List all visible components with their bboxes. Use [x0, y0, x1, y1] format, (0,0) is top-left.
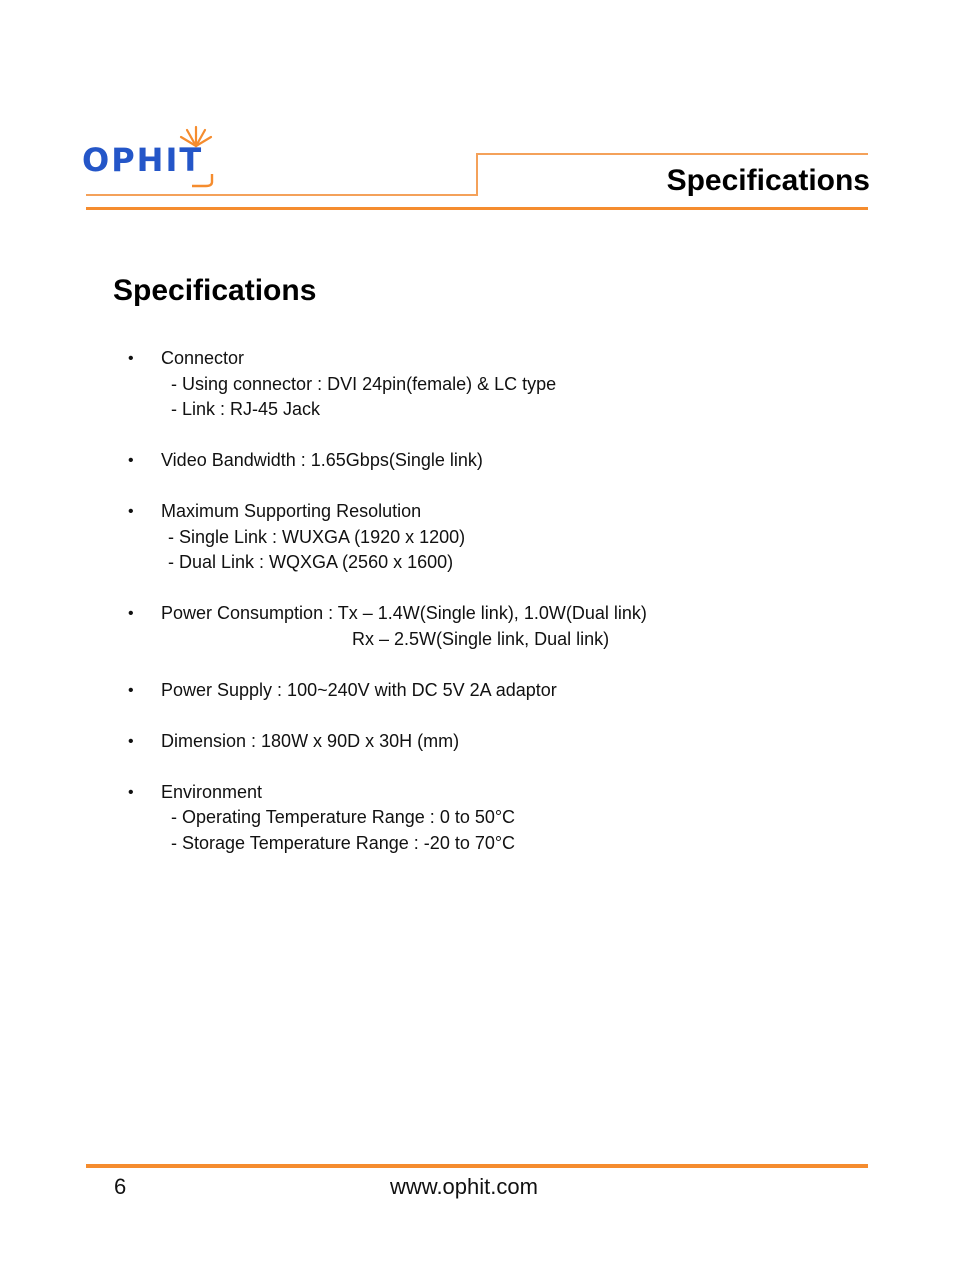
bullet: •	[128, 783, 134, 801]
spec-label: Power Supply : 100~240V with DC 5V 2A adaptor	[161, 679, 557, 700]
spec-label: Connector	[161, 348, 245, 368]
header-rule-left	[86, 194, 478, 196]
spec-item-power-consumption	[128, 601, 828, 652]
bullet: •	[128, 732, 134, 750]
footer-url: www.ophit.com	[390, 1174, 538, 1199]
spec-label: Dimension : 180W x 90D x 30H (mm)	[161, 730, 460, 751]
footer-rule	[86, 1164, 868, 1168]
header-rule-bottom	[86, 207, 868, 210]
spec-label: Power Consumption : Tx – 1.4W(Single link), 1.0W(Dual link)	[161, 603, 647, 623]
spec-item-dimension	[128, 729, 828, 755]
spec-item-connector	[128, 346, 828, 423]
spec-detail: - Storage Temperature Range : -20 to 70°C	[171, 832, 516, 853]
page-number: 6	[114, 1174, 127, 1199]
spec-detail: - Single Link : WUXGA (1920 x 1200)	[168, 526, 466, 547]
logo-swoosh-icon	[190, 174, 214, 188]
spec-item-video-bandwidth	[128, 448, 828, 474]
spec-label: Environment	[161, 781, 263, 802]
bullet: •	[128, 452, 134, 469]
spec-detail: - Dual Link : WQXGA (2560 x 1600)	[168, 552, 454, 572]
header-rule-divider	[476, 154, 478, 196]
spec-detail: Rx – 2.5W(Single link, Dual link)	[352, 628, 610, 649]
bullet: •	[128, 350, 134, 367]
header-title: Specifications	[666, 164, 870, 197]
header-rule-top	[476, 153, 868, 155]
bullet: •	[128, 605, 134, 622]
spec-label: Video Bandwidth : 1.65Gbps(Single link)	[161, 450, 483, 470]
ophit-logo	[82, 124, 252, 190]
bullet: •	[128, 681, 134, 699]
spec-detail: - Operating Temperature Range : 0 to 50°C	[171, 807, 516, 827]
bullet: •	[128, 503, 134, 520]
spec-item-resolution	[128, 499, 828, 576]
page-title: Specifications	[113, 274, 317, 307]
spec-item-power-supply	[128, 678, 828, 704]
spec-detail: - Using connector : DVI 24pin(female) & LC type	[171, 373, 557, 394]
spec-label: Maximum Supporting Resolution	[161, 501, 422, 521]
spec-item-environment	[128, 780, 828, 857]
logo-wordmark: OPHIT	[82, 141, 204, 179]
spec-detail: - Link : RJ-45 Jack	[171, 399, 321, 419]
spec-list	[128, 346, 828, 882]
